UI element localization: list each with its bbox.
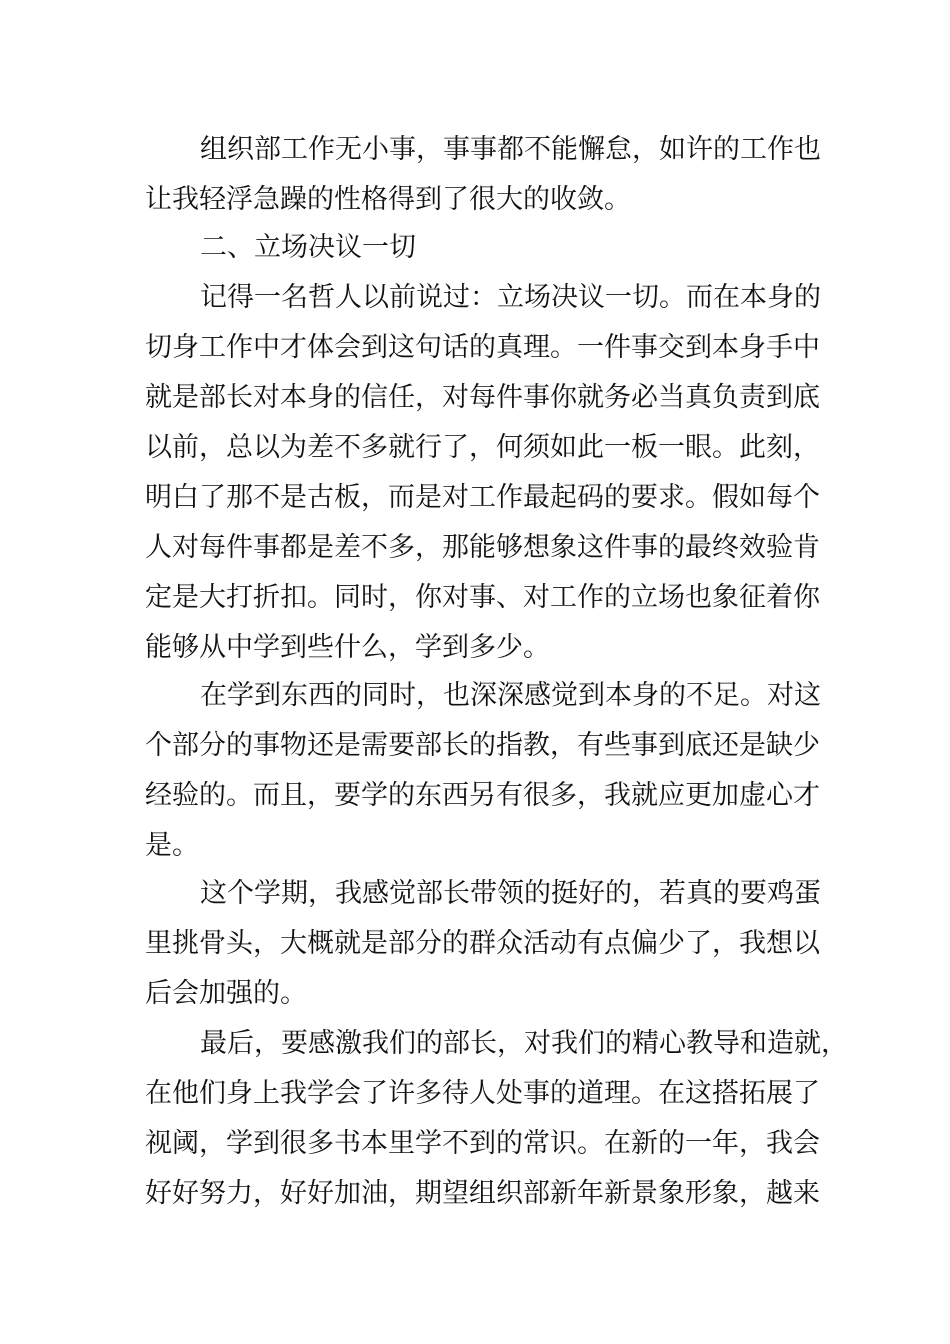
paragraph-line: 人对每件事都是差不多，那能够想象这件事的最终效验肯	[145, 532, 820, 563]
paragraph-line: 在学到东西的同时，也深深感觉到本身的不足。对这	[200, 680, 821, 711]
paragraph-line: 组织部工作无小事，事事都不能懈怠，如许的工作也	[200, 134, 821, 165]
section-heading: 二、立场决议一切	[200, 232, 416, 263]
paragraph-line: 让我轻浮急躁的性格得到了很大的收敛。	[145, 184, 631, 215]
paragraph-line: 最后，要感激我们的部长，对我们的精心教导和造就，	[200, 1028, 848, 1059]
paragraph-line: 视阈，学到很多书本里学不到的常识。在新的一年，我会	[145, 1128, 820, 1159]
paragraph-line: 定是大打折扣。同时，你对事、对工作的立场也象征着你	[145, 582, 820, 613]
paragraph-line: 个部分的事物还是需要部长的指教，有些事到底还是缺少	[145, 730, 820, 761]
paragraph-line: 以前，总以为差不多就行了，何须如此一板一眼。此刻，	[145, 432, 820, 463]
paragraph-line: 记得一名哲人以前说过：立场决议一切。而在本身的	[200, 282, 821, 313]
paragraph-line: 切身工作中才体会到这句话的真理。一件事交到本身手中	[145, 332, 820, 363]
paragraph-line: 后会加强的。	[145, 978, 307, 1009]
paragraph-line: 是。	[145, 830, 199, 861]
paragraph-line: 里挑骨头，大概就是部分的群众活动有点偏少了，我想以	[145, 928, 820, 959]
paragraph-line: 在他们身上我学会了许多待人处事的道理。在这搭拓展了	[145, 1078, 820, 1109]
paragraph-line: 好好努力，好好加油，期望组织部新年新景象形象，越来	[145, 1178, 820, 1209]
paragraph-line: 明白了那不是古板，而是对工作最起码的要求。假如每个	[145, 482, 820, 513]
paragraph-line: 能够从中学到些什么，学到多少。	[145, 632, 550, 663]
paragraph-line: 就是部长对本身的信任，对每件事你就务必当真负责到底	[145, 382, 820, 413]
paragraph-line: 经验的。而且，要学的东西另有很多，我就应更加虚心才	[145, 780, 820, 811]
paragraph-line: 这个学期，我感觉部长带领的挺好的，若真的要鸡蛋	[200, 878, 821, 909]
